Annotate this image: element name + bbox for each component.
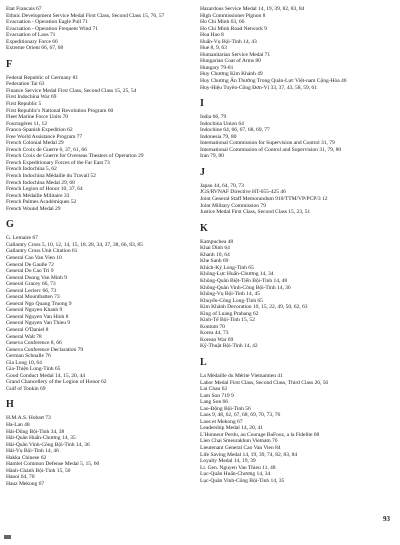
index-entry: Kỹ-Thuật Bội-Tinh 14, 42 <box>200 343 258 350</box>
index-entry: Geneva Conference 8, 66 <box>6 340 62 347</box>
index-entry: Hakka Chinese 62 <box>6 454 47 461</box>
index-entry: Lam Son 719 9 <box>200 392 234 399</box>
index-entry: G. Lemaire 67 <box>6 235 38 242</box>
index-entry: French Croix de Guerre for Overseas Theaters of Operation 29 <box>6 153 144 160</box>
index-entry: Ho Chi Minh Road Network 9 <box>200 25 267 32</box>
index-entry: Khuyến-Công Long-Tinh 65 <box>200 297 263 304</box>
index-entry: Ho Chi Minh 63, 66 <box>200 19 245 26</box>
index-entry: JGS/RVNAF Directive HT-655-425 46 <box>200 189 286 196</box>
index-entry: Kim Khánh Decoration 10, 15, 22, 49, 50, 62, 63 <box>200 304 308 311</box>
index-entry: Evacuation of Laos 71 <box>6 32 56 39</box>
index-entry: Hải-Quân Huấn-Chương 14, 35 <box>6 435 76 442</box>
index-entry: International Commission for Supervision and Control 31, 79 <box>200 140 335 147</box>
index-entry: Không-Vụ Bội-Tinh 14, 45 <box>200 291 260 298</box>
index-entry: General Walt 78 <box>6 333 42 340</box>
index-entry: Indonesia 79, 80 <box>200 133 237 140</box>
index-entry: General O'Daniel 8 <box>6 326 49 333</box>
index-entry: Humanitarian Service Medal 71 <box>200 51 271 58</box>
index-entry: Grand Chancellery of the Legion of Honor 62 <box>6 379 107 386</box>
index-entry: Japan 44, 64, 70, 73 <box>200 182 244 189</box>
index-entry: Ethnic Development Service Medal First Class, Second Class 15, 76, 57 <box>6 12 165 19</box>
scan-mark <box>4 535 11 539</box>
index-entry: Free World Assistance Program 77 <box>6 133 83 140</box>
index-entry: General Ngo Quang Truong 9 <box>6 300 72 307</box>
index-entry: H.M.A.S. Hobart 73 <box>6 415 51 422</box>
index-entry: French Médaille Militaire 33 <box>6 192 70 199</box>
index-entry: Hungary 79-81 <box>200 64 234 71</box>
index-entry: L'Honneur Perdu, au Courage BaFouz, a la Fidelite 68 <box>200 431 320 438</box>
index-entry: Iran 79, 80 <box>200 153 224 160</box>
index-entry: Evacuation - Operation Eagle Pull 71 <box>6 19 88 26</box>
index-entry: King of Luang Prabang 62 <box>200 310 259 317</box>
index-entry: Huy-Hiệu Tuyên-Công Đơn-Vị 33, 37, 43, 58, 59, 61 <box>200 84 317 91</box>
section-heading: G <box>6 219 14 231</box>
index-entry: International Commission of Control and Supervision 31, 79, 80 <box>200 146 342 153</box>
index-entry: Khanh 10, 64 <box>200 251 230 258</box>
index-entry: French Palmes Académiques 52 <box>6 199 77 206</box>
index-entry: Loyalty Medal 14, 19, 39 <box>200 458 256 465</box>
index-entry: Huy Chương Ân Thưởng Trong Quân-Lực Việt-nam Cộng-Hòa 46 <box>200 78 347 85</box>
index-entry: First Republic 5 <box>6 101 42 108</box>
index-entry: French Expeditionary Forces of the Far East 73 <box>6 159 110 166</box>
index-entry: Hải-Quân Vinh-Công Bội-Tinh 14, 36 <box>6 441 90 448</box>
index-entry: Indochine 64, 66, 67, 68, 69, 77 <box>200 127 270 134</box>
index-entry: Geneva Conference Declaration 79 <box>6 346 84 353</box>
index-entry: Hải-Vụ Bội-Tinh 14, 46 <box>6 448 59 455</box>
index-entry: General Nguyen Van Thieu 9 <box>6 320 71 327</box>
index-entry: Korea 44, 73 <box>200 330 229 337</box>
section-heading: L <box>200 356 207 368</box>
section-heading: F <box>6 58 13 70</box>
index-entry: Hauz Mekong 67 <box>6 480 45 487</box>
page-number: 93 <box>383 515 390 523</box>
index-entry: Gallantry Cross 5, 10, 12, 14, 15, 18, 28, 34, 37, 38, 66, 83, 85 <box>6 241 143 248</box>
index-entry: Life Saving Medal 14, 19, 39, 74, 82, 83, 84 <box>200 451 298 458</box>
index-entry: French Legion of Honor 10, 37, 64 <box>6 186 83 193</box>
index-entry: Không-Quân Vinh-Công Bội-Tinh 14, 36 <box>200 284 291 291</box>
index-entry: Hamlet Common Defense Medal 5, 15, 60 <box>6 461 100 468</box>
index-entry: Hue 8, 9, 63 <box>200 45 227 52</box>
index-entry: General Cao Van Vien 10 <box>6 254 62 261</box>
index-entry: Evacuation - Operation Frequent Wind 71 <box>6 25 99 32</box>
index-entry: Expeditionary Force 66 <box>6 38 58 45</box>
index-entry: Fleet Marine Force Units 70 <box>6 114 69 121</box>
index-entry: Lt. Gen. Nguyen Van Thieu 11, 48 <box>200 464 276 471</box>
index-entry: First Indochina War 69 <box>6 94 57 101</box>
index-entry: General Do Cao Tri 9 <box>6 268 54 275</box>
index-entry: Khe Sanh 69 <box>200 258 229 265</box>
section-heading: I <box>200 98 204 110</box>
index-entry: French Wound Medal 29 <box>6 205 61 212</box>
index-column-left <box>6 6 186 487</box>
index-entry: German Schnalle 76 <box>6 353 51 360</box>
index-entry: India 66, 79 <box>200 114 227 121</box>
index-entry: First Republic's National Revolution Program 60 <box>6 107 114 114</box>
index-entry: Leadership Medal 14, 20, 41 <box>200 425 263 432</box>
index-entry: French Croix de Guerre 6, 37, 61, 66 <box>6 146 87 153</box>
index-entry: Franco-Spanish Expedition 62 <box>6 127 73 134</box>
index-entry: Labor Medal First Class, Second Class, Third Class 26, 56 <box>200 379 329 386</box>
index-entry: Hazardous Service Medal 14, 19, 39, 82, 83, 84 <box>200 6 305 12</box>
index-entry: Lang Son 66 <box>200 399 229 406</box>
index-entry: Federation Tai 63 <box>6 81 45 88</box>
index-column-right <box>200 6 380 484</box>
index-entry: Gia-Thiện Long-Tinh 65 <box>6 366 61 373</box>
index-entry: French Indochina 5, 62 <box>6 166 57 173</box>
index-entry: General De Gaulle 72 <box>6 261 54 268</box>
index-entry: Justice Medal First Class, Second Class 15, 23, 51 <box>200 209 311 216</box>
index-entry: French Indochina Medal 29, 68 <box>6 179 75 186</box>
index-entry: Gia Long 10, 64 <box>6 359 42 366</box>
index-entry: Gallantry Cross Unit Citation 61 <box>6 248 78 255</box>
index-entry: Hungarian Coat of Arms 80 <box>200 58 261 65</box>
index-entry: Etat Francais 67 <box>6 6 42 12</box>
index-entry: Joint Military Commission 79 <box>200 202 266 209</box>
index-entry: General Nguyen Van Hinh 8 <box>6 313 69 320</box>
index-entry: Laos 9, 48, 62, 67, 68, 69, 70, 73, 76 <box>200 412 281 419</box>
index-entry: Laos et Mekong 67 <box>200 418 243 425</box>
index-entry: La Médaille du Mérite Vietnamien 41 <box>200 372 283 379</box>
index-entry: Lục-Quân Vinh-Công Bội-Tinh 14, 35 <box>200 477 285 484</box>
index-entry: Korean War 69 <box>200 336 234 343</box>
index-entry: Hanoi 64, 70 <box>6 474 35 481</box>
index-entry: Huy Chương Kim Khánh 49 <box>200 71 263 78</box>
index-entry: French Colonial Medal 29 <box>6 140 64 147</box>
index-entry: Huấn-Vụ Bội-Tinh 14, 43 <box>200 38 257 45</box>
index-entry: Kontum 70 <box>200 323 225 330</box>
index-entry: Gulf of Tonkin 69 <box>6 385 46 392</box>
index-entry: General Leclerc 66, 73 <box>6 287 57 294</box>
index-entry: General Duong Van Minh 9 <box>6 274 67 281</box>
section-heading: K <box>200 222 208 234</box>
index-entry: Lục-Quân Huấn-Chương 14, 34 <box>200 471 271 478</box>
index-entry: Hành-Chánh Bội-Tinh 15, 50 <box>6 467 71 474</box>
index-entry: Hoa Hao 8 <box>200 32 224 39</box>
index-entry: Ha-Lan 48 <box>6 421 30 428</box>
index-entry: Finance Service Medal First Class, Second Class 15, 25, 54 <box>6 87 137 94</box>
index-entry: Lieutenant General Cao Van Vien 84 <box>200 444 281 451</box>
index-entry: Extreme Orient 66, 67, 68 <box>6 45 64 52</box>
index-entry: Fourragères 11, 12 <box>6 120 47 127</box>
index-entry: General Mountbatten 73 <box>6 294 60 301</box>
index-entry: Lao-Động Bội-Tinh 56 <box>200 405 251 412</box>
index-entry: Kinh-Tế Bội-Tinh 15, 52 <box>200 317 255 324</box>
index-entry: Joint General Staff Memorandum 910/TTM/VP/PCP/3 12 <box>200 196 328 203</box>
index-entry: General Gracey 66, 73 <box>6 281 56 288</box>
index-entry: High Commissioner Pignon 8 <box>200 12 266 19</box>
index-entry: Indochina Union 64 <box>200 120 244 127</box>
index-entry: French Indochina Médaille du Travail 52 <box>6 173 96 180</box>
index-entry: Khích-Ký Long-Tinh 65 <box>200 264 254 271</box>
index-entry: Kampuchea 48 <box>200 238 234 245</box>
index-entry: Lien Chai Smeurakhun Vietnam 76 <box>200 438 278 445</box>
section-heading: J <box>200 166 205 178</box>
index-entry: Good Conduct Medal 14, 15, 20, 44 <box>6 372 85 379</box>
index-entry: Federal Republic of Germany 81 <box>6 74 79 81</box>
index-entry: Không-Quân Biệt-Tiến Bội-Tinh 14, 48 <box>200 277 288 284</box>
index-entry: Khai Dinh 64 <box>200 245 230 252</box>
index-entry: Hải-Dũng Bội-Tinh 34, 38 <box>6 428 65 435</box>
index-entry: Lai Chau 62 <box>200 386 228 393</box>
section-heading: H <box>6 399 14 411</box>
index-entry: Không-Lực Huấn-Chương 14, 34 <box>200 271 274 278</box>
index-entry: General Nguyen Khanh 9 <box>6 307 63 314</box>
